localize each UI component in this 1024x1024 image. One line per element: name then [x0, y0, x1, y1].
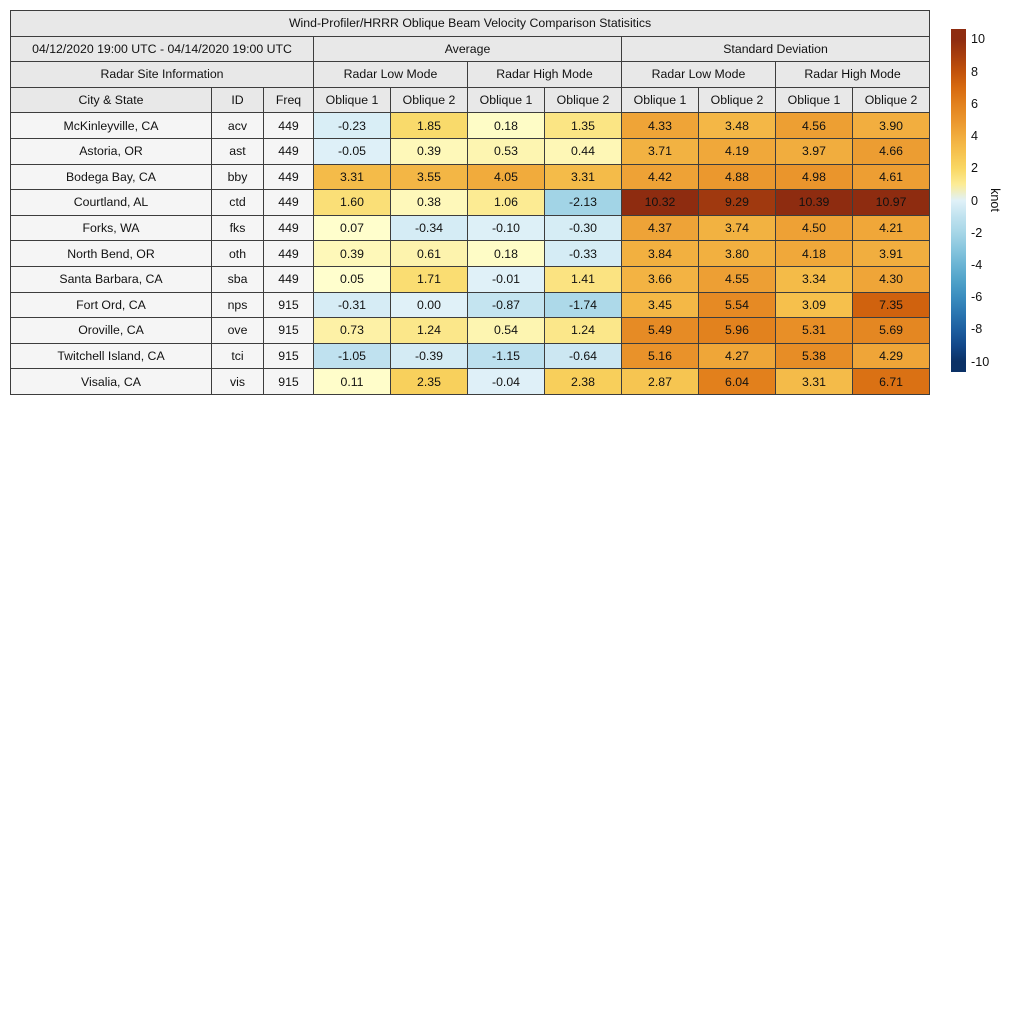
- table-row: [11, 318, 930, 344]
- value-cell: -0.10: [468, 215, 545, 241]
- row-freq: 449: [264, 266, 314, 292]
- value-cell: 1.41: [545, 266, 622, 292]
- colorbar-tick: -6: [971, 290, 983, 305]
- value-cell: -0.05: [314, 138, 391, 164]
- colorbar-tick: 8: [971, 64, 979, 79]
- value-cell: 3.80: [699, 241, 776, 267]
- table-row: [11, 190, 930, 216]
- value-cell: -0.23: [314, 113, 391, 139]
- row-city: Forks, WA: [11, 215, 212, 241]
- value-cell: 4.29: [853, 343, 930, 369]
- value-cell: -0.39: [391, 343, 468, 369]
- row-freq: 449: [264, 215, 314, 241]
- col-avg-high-oblique1: Oblique 1: [468, 87, 545, 113]
- row-city: Courtland, AL: [11, 190, 212, 216]
- row-id: tci: [212, 343, 264, 369]
- table-row: [11, 113, 930, 139]
- value-cell: 0.61: [391, 241, 468, 267]
- value-cell: 5.49: [622, 318, 699, 344]
- row-id: ast: [212, 138, 264, 164]
- row-city: McKinleyville, CA: [11, 113, 212, 139]
- date-range: 04/12/2020 19:00 UTC - 04/14/2020 19:00 UTC: [11, 36, 314, 62]
- col-sd-low-oblique2: Oblique 2: [699, 87, 776, 113]
- avg-high-mode-header: Radar High Mode: [468, 62, 622, 88]
- value-cell: 4.66: [853, 138, 930, 164]
- value-cell: 3.31: [776, 369, 853, 395]
- value-cell: 3.84: [622, 241, 699, 267]
- value-cell: 3.31: [314, 164, 391, 190]
- value-cell: 0.07: [314, 215, 391, 241]
- row-id: sba: [212, 266, 264, 292]
- value-cell: 3.97: [776, 138, 853, 164]
- col-freq: Freq: [264, 87, 314, 113]
- value-cell: -1.15: [468, 343, 545, 369]
- value-cell: 3.09: [776, 292, 853, 318]
- row-id: ove: [212, 318, 264, 344]
- value-cell: 10.39: [776, 190, 853, 216]
- row-id: oth: [212, 241, 264, 267]
- value-cell: 4.30: [853, 266, 930, 292]
- value-cell: -0.31: [314, 292, 391, 318]
- row-city: Santa Barbara, CA: [11, 266, 212, 292]
- value-cell: 4.88: [699, 164, 776, 190]
- colorbar-unit-label: knot: [988, 188, 1002, 212]
- value-cell: 4.98: [776, 164, 853, 190]
- value-cell: -0.01: [468, 266, 545, 292]
- value-cell: 10.97: [853, 190, 930, 216]
- value-cell: 4.56: [776, 113, 853, 139]
- row-freq: 449: [264, 241, 314, 267]
- value-cell: 0.18: [468, 113, 545, 139]
- value-cell: 3.48: [699, 113, 776, 139]
- row-freq: 915: [264, 318, 314, 344]
- table-title: Wind-Profiler/HRRR Oblique Beam Velocity Comparison Statisitics: [11, 11, 930, 37]
- table-row: [11, 369, 930, 395]
- sd-high-mode-header: Radar High Mode: [776, 62, 930, 88]
- value-cell: 6.04: [699, 369, 776, 395]
- value-cell: 4.50: [776, 215, 853, 241]
- value-cell: 4.55: [699, 266, 776, 292]
- value-cell: 1.06: [468, 190, 545, 216]
- column-header-row: [11, 87, 930, 113]
- value-cell: 3.55: [391, 164, 468, 190]
- table-row: [11, 292, 930, 318]
- value-cell: 2.38: [545, 369, 622, 395]
- value-cell: 3.74: [699, 215, 776, 241]
- value-cell: 4.05: [468, 164, 545, 190]
- row-id: acv: [212, 113, 264, 139]
- row-freq: 915: [264, 292, 314, 318]
- colorbar-tick: 6: [971, 96, 979, 111]
- value-cell: 4.18: [776, 241, 853, 267]
- value-cell: 3.90: [853, 113, 930, 139]
- value-cell: 0.73: [314, 318, 391, 344]
- value-cell: 6.71: [853, 369, 930, 395]
- value-cell: 1.35: [545, 113, 622, 139]
- value-cell: -0.04: [468, 369, 545, 395]
- col-id: ID: [212, 87, 264, 113]
- row-id: bby: [212, 164, 264, 190]
- row-freq: 915: [264, 369, 314, 395]
- row-city: Bodega Bay, CA: [11, 164, 212, 190]
- row-id: fks: [212, 215, 264, 241]
- table-row: [11, 138, 930, 164]
- value-cell: 0.18: [468, 241, 545, 267]
- value-cell: 0.38: [391, 190, 468, 216]
- value-cell: 1.24: [545, 318, 622, 344]
- value-cell: 0.39: [391, 138, 468, 164]
- value-cell: 0.54: [468, 318, 545, 344]
- table-row: [11, 241, 930, 267]
- value-cell: 0.39: [314, 241, 391, 267]
- table-row: [11, 164, 930, 190]
- value-cell: 0.05: [314, 266, 391, 292]
- value-cell: 1.60: [314, 190, 391, 216]
- row-freq: 449: [264, 138, 314, 164]
- value-cell: 4.61: [853, 164, 930, 190]
- value-cell: 3.31: [545, 164, 622, 190]
- group-standard-deviation: Standard Deviation: [622, 36, 930, 62]
- row-city: Oroville, CA: [11, 318, 212, 344]
- value-cell: 0.11: [314, 369, 391, 395]
- value-cell: 0.53: [468, 138, 545, 164]
- group-average: Average: [314, 36, 622, 62]
- group-header-row: [11, 36, 930, 62]
- col-sd-high-oblique1: Oblique 1: [776, 87, 853, 113]
- row-id: vis: [212, 369, 264, 395]
- value-cell: 3.71: [622, 138, 699, 164]
- avg-low-mode-header: Radar Low Mode: [314, 62, 468, 88]
- value-cell: 3.45: [622, 292, 699, 318]
- row-id: nps: [212, 292, 264, 318]
- table-row: [11, 343, 930, 369]
- colorbar-tick: -2: [971, 225, 983, 240]
- value-cell: 1.24: [391, 318, 468, 344]
- mode-header-row: [11, 62, 930, 88]
- value-cell: 5.69: [853, 318, 930, 344]
- table-row: [11, 215, 930, 241]
- value-cell: 10.32: [622, 190, 699, 216]
- value-cell: 4.27: [699, 343, 776, 369]
- value-cell: 3.66: [622, 266, 699, 292]
- value-cell: 4.21: [853, 215, 930, 241]
- sd-low-mode-header: Radar Low Mode: [622, 62, 776, 88]
- row-freq: 449: [264, 113, 314, 139]
- value-cell: -0.34: [391, 215, 468, 241]
- col-avg-low-oblique2: Oblique 2: [391, 87, 468, 113]
- col-avg-low-oblique1: Oblique 1: [314, 87, 391, 113]
- value-cell: 4.19: [699, 138, 776, 164]
- col-city-state: City & State: [11, 87, 212, 113]
- value-cell: 2.87: [622, 369, 699, 395]
- row-city: Astoria, OR: [11, 138, 212, 164]
- colorbar-tick: -10: [971, 354, 990, 369]
- value-cell: 3.34: [776, 266, 853, 292]
- row-freq: 449: [264, 164, 314, 190]
- colorbar-tick: -4: [971, 257, 983, 272]
- value-cell: -1.74: [545, 292, 622, 318]
- col-sd-low-oblique1: Oblique 1: [622, 87, 699, 113]
- value-cell: -2.13: [545, 190, 622, 216]
- value-cell: 5.54: [699, 292, 776, 318]
- value-cell: 4.33: [622, 113, 699, 139]
- site-info-header: Radar Site Information: [11, 62, 314, 88]
- title-row: [11, 11, 930, 37]
- table-row: [11, 266, 930, 292]
- row-id: ctd: [212, 190, 264, 216]
- colorbar-tick: 4: [971, 129, 979, 144]
- value-cell: 4.42: [622, 164, 699, 190]
- value-cell: 0.00: [391, 292, 468, 318]
- value-cell: -1.05: [314, 343, 391, 369]
- value-cell: 0.44: [545, 138, 622, 164]
- row-freq: 915: [264, 343, 314, 369]
- value-cell: 9.29: [699, 190, 776, 216]
- col-avg-high-oblique2: Oblique 2: [545, 87, 622, 113]
- value-cell: 1.85: [391, 113, 468, 139]
- colorbar-gradient: [951, 29, 966, 372]
- colorbar-tick: 0: [971, 193, 979, 208]
- value-cell: 4.37: [622, 215, 699, 241]
- colorbar-tick: -8: [971, 322, 983, 337]
- value-cell: 5.96: [699, 318, 776, 344]
- row-city: Visalia, CA: [11, 369, 212, 395]
- value-cell: 5.38: [776, 343, 853, 369]
- row-city: Fort Ord, CA: [11, 292, 212, 318]
- value-cell: 5.31: [776, 318, 853, 344]
- row-freq: 449: [264, 190, 314, 216]
- colorbar-tick: 2: [971, 161, 979, 176]
- value-cell: 2.35: [391, 369, 468, 395]
- colorbar-tick: 10: [971, 32, 986, 47]
- value-cell: 1.71: [391, 266, 468, 292]
- value-cell: -0.33: [545, 241, 622, 267]
- value-cell: 7.35: [853, 292, 930, 318]
- row-city: Twitchell Island, CA: [11, 343, 212, 369]
- value-cell: -0.64: [545, 343, 622, 369]
- col-sd-high-oblique2: Oblique 2: [853, 87, 930, 113]
- value-cell: -0.87: [468, 292, 545, 318]
- row-city: North Bend, OR: [11, 241, 212, 267]
- value-cell: -0.30: [545, 215, 622, 241]
- statistics-table: [10, 10, 930, 395]
- value-cell: 5.16: [622, 343, 699, 369]
- value-cell: 3.91: [853, 241, 930, 267]
